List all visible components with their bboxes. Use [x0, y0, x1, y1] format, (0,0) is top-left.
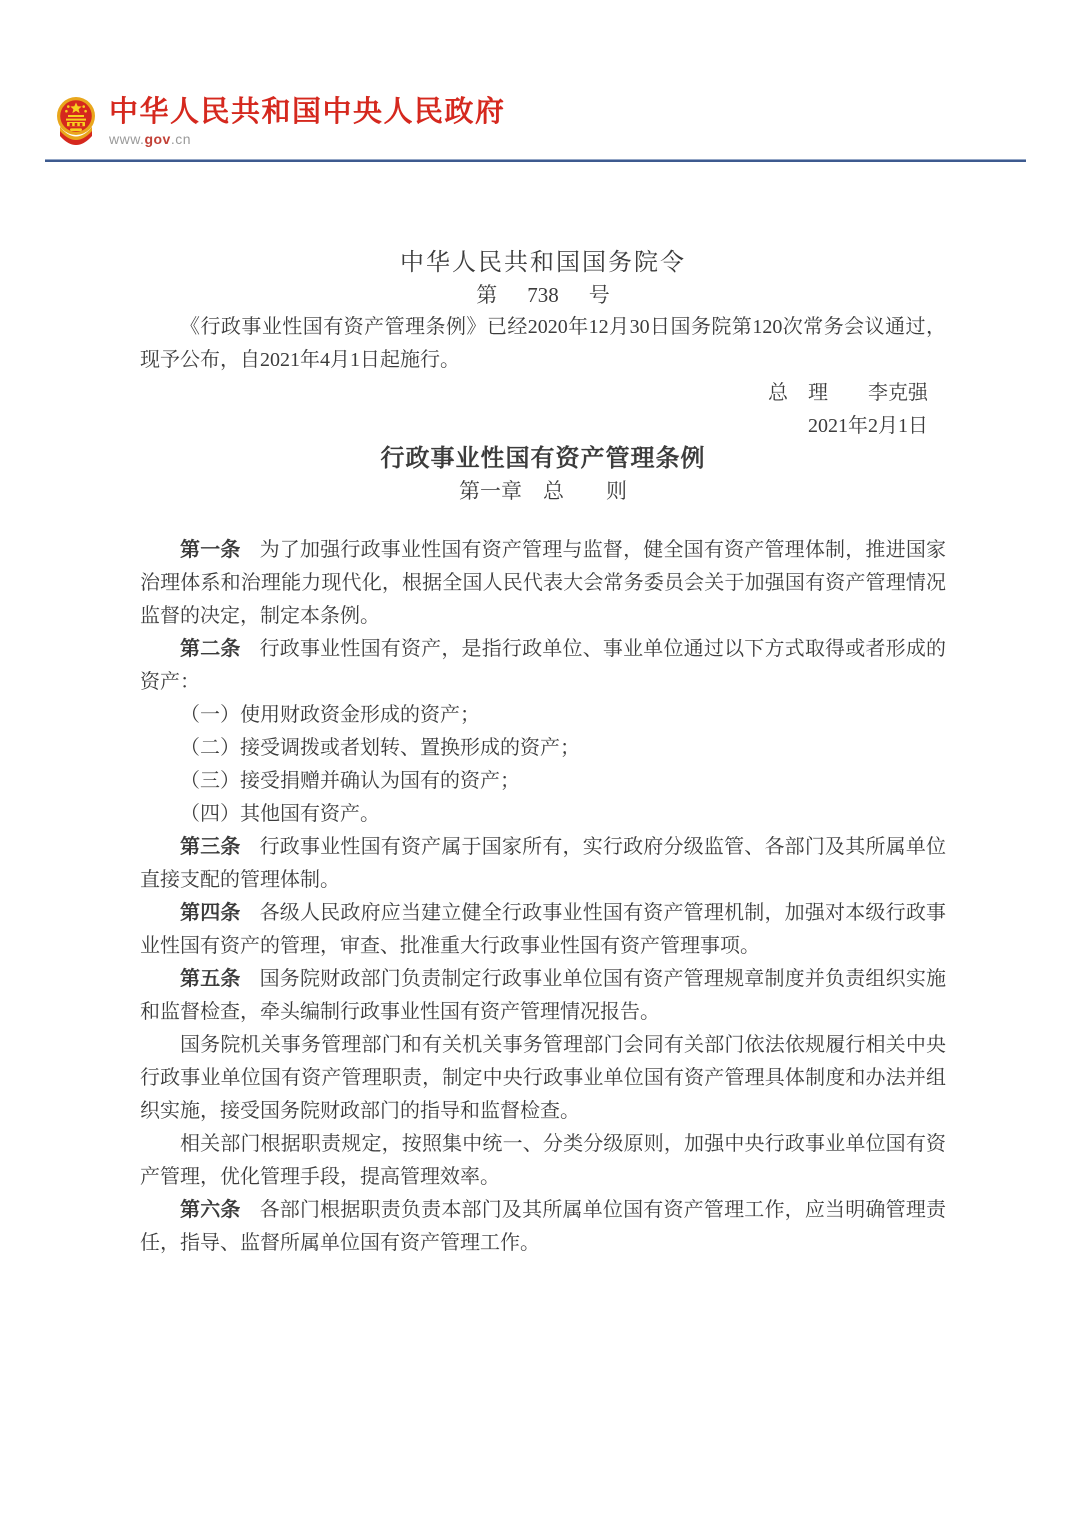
article-text: （四）其他国有资产。 [180, 803, 380, 825]
article-paragraph [140, 732, 946, 765]
article-paragraph [140, 765, 946, 798]
article-paragraph [140, 1029, 946, 1128]
article-text: 各部门根据职责负责本部门及其所属单位国有资产管理工作，应当明确管理责任，指导、监督所属单位国有资产管理工作。 [140, 1199, 947, 1254]
chapter-heading: 第一章 总 则 [459, 479, 627, 503]
article-text: 行政事业性国有资产属于国家所有，实行政府分级监管、各部门及其所属单位直接支配的管理体制。 [140, 836, 947, 891]
article-paragraph [140, 963, 946, 1029]
articles-section [140, 534, 946, 1260]
site-url-www: www. [109, 131, 145, 148]
article-text: 相关部门根据职责规定，按照集中统一、分类分级原则，加强中央行政事业单位国有资产管理，优化管理手段，提高管理效率。 [140, 1133, 946, 1188]
article-text: 行政事业性国有资产，是指行政单位、事业单位通过以下方式取得或者形成的资产： [140, 638, 947, 693]
article-paragraph [140, 1194, 946, 1260]
site-title: 中华人民共和国中央人民政府 [109, 96, 506, 128]
document-body [140, 0, 946, 1260]
decree-title: 中华人民共和国国务院令 [400, 250, 686, 276]
article-text: （一）使用财政资金形成的资产； [180, 704, 480, 726]
decree-preamble: 《行政事业性国有资产管理条例》已经2020年12月30日国务院第120次常务会议通过，现予公布，自2021年4月1日起施行。 [140, 316, 946, 371]
article-label: 第六条 [180, 1199, 241, 1221]
decree-number [140, 279, 946, 311]
article-label: 第四条 [180, 902, 241, 924]
article-paragraph [140, 897, 946, 963]
article-label: 第二条 [180, 638, 241, 660]
article-text: 国务院机关事务管理部门和有关机关事务管理部门会同有关部门依法依规履行相关中央行政事业单位国有资产管理职责，制定中央行政事业单位国有资产管理具体制度和办法并组织实施，接受国务院财政部门的指导和监督检查。 [140, 1034, 946, 1122]
article-paragraph [140, 699, 946, 732]
regulation-title: 行政事业性国有资产管理条例 [380, 446, 706, 472]
signature-date: 2021年2月1日 [808, 415, 928, 437]
article-paragraph [140, 798, 946, 831]
article-paragraph [140, 633, 946, 699]
decree-number-suffix: 号 [588, 283, 610, 307]
decree-number-prefix: 第 [476, 283, 498, 307]
article-text: 各级人民政府应当建立健全行政事业性国有资产管理机制，加强对本级行政事业性国有资产的管理，审查、批准重大行政事业性国有资产管理事项。 [140, 902, 947, 957]
article-label: 第五条 [180, 968, 241, 990]
signer-role: 总 理 [768, 382, 828, 404]
article-label: 第一条 [180, 539, 241, 561]
article-paragraph [140, 534, 946, 633]
article-text: 国务院财政部门负责制定行政事业单位国有资产管理规章制度并负责组织实施和监督检查，牵头编制行政事业性国有资产管理情况报告。 [140, 968, 947, 1023]
article-paragraph [140, 831, 946, 897]
article-text: （二）接受调拨或者划转、置换形成的资产； [180, 737, 580, 759]
site-url-gov: gov [144, 131, 171, 148]
article-label: 第三条 [180, 836, 241, 858]
article-text: 为了加强行政事业性国有资产管理与监督，健全国有资产管理体制，推进国家治理体系和治理能力现代化，根据全国人民代表大会常务委员会关于加强国有资产管理情况监督的决定，制定本条例。 [140, 539, 947, 627]
article-paragraph [140, 1128, 946, 1194]
national-emblem-icon [56, 96, 96, 150]
signer-name: 李克强 [868, 382, 928, 404]
decree-number-value: 738 [527, 283, 559, 307]
site-url-cn: .cn [170, 131, 192, 148]
article-text: （三）接受捐赠并确认为国有的资产； [180, 770, 520, 792]
signature-line [140, 377, 946, 410]
